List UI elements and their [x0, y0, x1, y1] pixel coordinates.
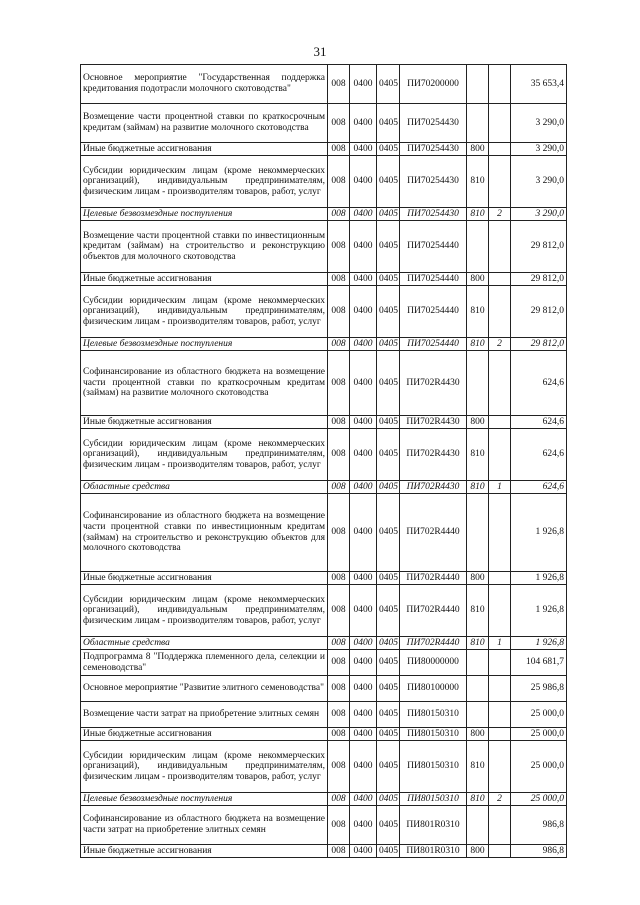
amount-cell: 986,8	[511, 806, 567, 845]
subsection-code-cell: 0405	[377, 481, 400, 494]
item-name-cell: Целевые безвозмездные поступления	[81, 793, 328, 806]
subsection-code-cell: 0405	[377, 637, 400, 650]
funding-source-code-cell: 1	[489, 481, 511, 494]
amount-cell: 624,6	[511, 351, 567, 416]
item-name-cell: Целевые безвозмездные поступления	[81, 208, 328, 221]
section-code-cell: 0400	[350, 702, 377, 728]
subsection-code-cell: 0405	[377, 338, 400, 351]
amount-cell: 1 926,8	[511, 494, 567, 572]
target-article-code-cell: ПИ702R4430	[400, 416, 467, 429]
funding-source-code-cell: 2	[489, 793, 511, 806]
subsection-code-cell: 0405	[377, 793, 400, 806]
department-code-cell: 008	[328, 65, 350, 104]
department-code-cell: 008	[328, 728, 350, 741]
target-article-code-cell: ПИ80150310	[400, 793, 467, 806]
section-code-cell: 0400	[350, 351, 377, 416]
funding-source-code-cell	[489, 741, 511, 793]
section-code-cell: 0400	[350, 65, 377, 104]
expense-type-code-cell	[467, 650, 489, 676]
section-code-cell: 0400	[350, 728, 377, 741]
amount-cell: 624,6	[511, 481, 567, 494]
expense-type-code-cell: 810	[467, 637, 489, 650]
funding-source-code-cell	[489, 728, 511, 741]
expense-type-code-cell: 810	[467, 793, 489, 806]
department-code-cell: 008	[328, 793, 350, 806]
item-name-cell: Иные бюджетные ассигнования	[81, 572, 328, 585]
item-name-cell: Софинансирование из областного бюджета на возмещение части процентной ставки по инвестиционным кредитам (займам) на строительство и реконструкцию объектов для молочного скотоводства	[81, 494, 328, 572]
table-row	[81, 650, 567, 676]
target-article-code-cell: ПИ702R4430	[400, 351, 467, 416]
section-code-cell: 0400	[350, 208, 377, 221]
subsection-code-cell: 0405	[377, 65, 400, 104]
subsection-code-cell: 0405	[377, 416, 400, 429]
item-name-cell: Софинансирование из областного бюджета на возмещение части затрат на приобретение элитных семян	[81, 806, 328, 845]
section-code-cell: 0400	[350, 806, 377, 845]
department-code-cell: 008	[328, 845, 350, 858]
subsection-code-cell: 0405	[377, 494, 400, 572]
amount-cell: 1 926,8	[511, 637, 567, 650]
expense-type-code-cell: 800	[467, 416, 489, 429]
funding-source-code-cell: 2	[489, 338, 511, 351]
expense-type-code-cell: 800	[467, 845, 489, 858]
subsection-code-cell: 0405	[377, 208, 400, 221]
funding-source-code-cell	[489, 702, 511, 728]
target-article-code-cell: ПИ70254440	[400, 273, 467, 286]
section-code-cell: 0400	[350, 143, 377, 156]
expense-type-code-cell: 810	[467, 156, 489, 208]
funding-source-code-cell: 2	[489, 208, 511, 221]
table-row	[81, 572, 567, 585]
subsection-code-cell: 0405	[377, 728, 400, 741]
department-code-cell: 008	[328, 338, 350, 351]
funding-source-code-cell	[489, 104, 511, 143]
amount-cell: 29 812,0	[511, 338, 567, 351]
subsection-code-cell: 0405	[377, 845, 400, 858]
department-code-cell: 008	[328, 676, 350, 702]
table-row	[81, 208, 567, 221]
department-code-cell: 008	[328, 429, 350, 481]
funding-source-code-cell	[489, 286, 511, 338]
section-code-cell: 0400	[350, 637, 377, 650]
target-article-code-cell: ПИ70254430	[400, 143, 467, 156]
item-name-cell: Софинансирование из областного бюджета на возмещение части процентной ставки по краткосрочным кредитам (займам) на развитие молочного скотоводства	[81, 351, 328, 416]
item-name-cell: Возмещение части процентной ставки по краткосрочным кредитам (займам) на развитие молочного скотоводства	[81, 104, 328, 143]
department-code-cell: 008	[328, 208, 350, 221]
subsection-code-cell: 0405	[377, 286, 400, 338]
expense-type-code-cell	[467, 65, 489, 104]
department-code-cell: 008	[328, 494, 350, 572]
item-name-cell: Возмещение части затрат на приобретение элитных семян	[81, 702, 328, 728]
expense-type-code-cell	[467, 806, 489, 845]
table-row	[81, 728, 567, 741]
table-row	[81, 143, 567, 156]
amount-cell: 3 290,0	[511, 104, 567, 143]
target-article-code-cell: ПИ702R4440	[400, 637, 467, 650]
table-row	[81, 156, 567, 208]
funding-source-code-cell	[489, 429, 511, 481]
target-article-code-cell: ПИ70254440	[400, 286, 467, 338]
expense-type-code-cell	[467, 702, 489, 728]
expense-type-code-cell: 800	[467, 273, 489, 286]
item-name-cell: Иные бюджетные ассигнования	[81, 273, 328, 286]
department-code-cell: 008	[328, 104, 350, 143]
funding-source-code-cell	[489, 650, 511, 676]
funding-source-code-cell	[489, 273, 511, 286]
expense-type-code-cell	[467, 104, 489, 143]
target-article-code-cell: ПИ702R4440	[400, 572, 467, 585]
department-code-cell: 008	[328, 650, 350, 676]
subsection-code-cell: 0405	[377, 702, 400, 728]
amount-cell: 624,6	[511, 429, 567, 481]
funding-source-code-cell	[489, 351, 511, 416]
funding-source-code-cell	[489, 494, 511, 572]
funding-source-code-cell	[489, 221, 511, 273]
table-row	[81, 793, 567, 806]
subsection-code-cell: 0405	[377, 650, 400, 676]
subsection-code-cell: 0405	[377, 221, 400, 273]
section-code-cell: 0400	[350, 676, 377, 702]
amount-cell: 3 290,0	[511, 156, 567, 208]
table-row	[81, 494, 567, 572]
expense-type-code-cell	[467, 494, 489, 572]
table-row	[81, 286, 567, 338]
section-code-cell: 0400	[350, 338, 377, 351]
target-article-code-cell: ПИ80150310	[400, 728, 467, 741]
amount-cell: 986,8	[511, 845, 567, 858]
expense-type-code-cell: 810	[467, 338, 489, 351]
expense-type-code-cell: 810	[467, 429, 489, 481]
item-name-cell: Иные бюджетные ассигнования	[81, 728, 328, 741]
section-code-cell: 0400	[350, 416, 377, 429]
funding-source-code-cell	[489, 143, 511, 156]
item-name-cell: Целевые безвозмездные поступления	[81, 338, 328, 351]
table-row	[81, 273, 567, 286]
table-row	[81, 351, 567, 416]
department-code-cell: 008	[328, 221, 350, 273]
department-code-cell: 008	[328, 585, 350, 637]
amount-cell: 25 000,0	[511, 728, 567, 741]
table-row	[81, 481, 567, 494]
expense-type-code-cell: 810	[467, 208, 489, 221]
expense-type-code-cell	[467, 351, 489, 416]
department-code-cell: 008	[328, 806, 350, 845]
subsection-code-cell: 0405	[377, 741, 400, 793]
item-name-cell: Областные средства	[81, 637, 328, 650]
subsection-code-cell: 0405	[377, 572, 400, 585]
funding-source-code-cell	[489, 676, 511, 702]
item-name-cell: Основное мероприятие "Государственная поддержка кредитования подотрасли молочного скотоводства"	[81, 65, 328, 104]
subsection-code-cell: 0405	[377, 429, 400, 481]
target-article-code-cell: ПИ70254440	[400, 221, 467, 273]
amount-cell: 35 653,4	[511, 65, 567, 104]
page-number: 31	[313, 44, 327, 59]
target-article-code-cell: ПИ702R4440	[400, 585, 467, 637]
funding-source-code-cell	[489, 585, 511, 637]
expense-type-code-cell: 800	[467, 143, 489, 156]
section-code-cell: 0400	[350, 845, 377, 858]
section-code-cell: 0400	[350, 104, 377, 143]
funding-source-code-cell	[489, 65, 511, 104]
target-article-code-cell: ПИ702R4440	[400, 494, 467, 572]
amount-cell: 25 000,0	[511, 741, 567, 793]
target-article-code-cell: ПИ702R4430	[400, 429, 467, 481]
target-article-code-cell: ПИ70200000	[400, 65, 467, 104]
department-code-cell: 008	[328, 572, 350, 585]
target-article-code-cell: ПИ70254430	[400, 104, 467, 143]
item-name-cell: Подпрограмма 8 "Поддержка племенного дела, селекции и семеноводства"	[81, 650, 328, 676]
expense-type-code-cell: 800	[467, 728, 489, 741]
table-row	[81, 338, 567, 351]
target-article-code-cell: ПИ702R4430	[400, 481, 467, 494]
target-article-code-cell: ПИ80000000	[400, 650, 467, 676]
section-code-cell: 0400	[350, 494, 377, 572]
target-article-code-cell: ПИ80150310	[400, 702, 467, 728]
item-name-cell: Субсидии юридическим лицам (кроме некоммерческих организаций), индивидуальным предпринимателям, физическим лицам - производителям товаров, работ, услуг	[81, 286, 328, 338]
department-code-cell: 008	[328, 143, 350, 156]
table-row	[81, 676, 567, 702]
table-row	[81, 65, 567, 104]
budget-table	[80, 64, 567, 858]
table-row	[81, 104, 567, 143]
funding-source-code-cell: 1	[489, 637, 511, 650]
table-row	[81, 845, 567, 858]
target-article-code-cell: ПИ80100000	[400, 676, 467, 702]
table-row	[81, 741, 567, 793]
amount-cell: 29 812,0	[511, 273, 567, 286]
department-code-cell: 008	[328, 273, 350, 286]
section-code-cell: 0400	[350, 221, 377, 273]
department-code-cell: 008	[328, 286, 350, 338]
subsection-code-cell: 0405	[377, 156, 400, 208]
table-row	[81, 637, 567, 650]
table-row	[81, 429, 567, 481]
item-name-cell: Иные бюджетные ассигнования	[81, 416, 328, 429]
department-code-cell: 008	[328, 702, 350, 728]
amount-cell: 25 986,8	[511, 676, 567, 702]
department-code-cell: 008	[328, 637, 350, 650]
amount-cell: 1 926,8	[511, 585, 567, 637]
department-code-cell: 008	[328, 416, 350, 429]
item-name-cell: Субсидии юридическим лицам (кроме некоммерческих организаций), индивидуальным предпринимателям, физическим лицам - производителям товаров, работ, услуг	[81, 156, 328, 208]
amount-cell: 104 681,7	[511, 650, 567, 676]
expense-type-code-cell	[467, 221, 489, 273]
subsection-code-cell: 0405	[377, 585, 400, 637]
subsection-code-cell: 0405	[377, 806, 400, 845]
amount-cell: 29 812,0	[511, 221, 567, 273]
expense-type-code-cell: 810	[467, 585, 489, 637]
table-row	[81, 221, 567, 273]
section-code-cell: 0400	[350, 650, 377, 676]
item-name-cell: Иные бюджетные ассигнования	[81, 845, 328, 858]
expense-type-code-cell: 810	[467, 481, 489, 494]
item-name-cell: Субсидии юридическим лицам (кроме некоммерческих организаций), индивидуальным предпринимателям, физическим лицам - производителям товаров, работ, услуг	[81, 741, 328, 793]
section-code-cell: 0400	[350, 273, 377, 286]
funding-source-code-cell	[489, 572, 511, 585]
funding-source-code-cell	[489, 806, 511, 845]
section-code-cell: 0400	[350, 585, 377, 637]
section-code-cell: 0400	[350, 156, 377, 208]
target-article-code-cell: ПИ801R0310	[400, 806, 467, 845]
funding-source-code-cell	[489, 845, 511, 858]
table-row	[81, 702, 567, 728]
amount-cell: 25 000,0	[511, 793, 567, 806]
section-code-cell: 0400	[350, 429, 377, 481]
item-name-cell: Возмещение части процентной ставки по инвестиционным кредитам (займам) на строительство и реконструкцию объектов для молочного скотоводства	[81, 221, 328, 273]
department-code-cell: 008	[328, 351, 350, 416]
subsection-code-cell: 0405	[377, 143, 400, 156]
target-article-code-cell: ПИ70254430	[400, 156, 467, 208]
amount-cell: 1 926,8	[511, 572, 567, 585]
section-code-cell: 0400	[350, 286, 377, 338]
expense-type-code-cell: 810	[467, 286, 489, 338]
department-code-cell: 008	[328, 156, 350, 208]
amount-cell: 25 000,0	[511, 702, 567, 728]
section-code-cell: 0400	[350, 572, 377, 585]
expense-type-code-cell	[467, 676, 489, 702]
department-code-cell: 008	[328, 741, 350, 793]
subsection-code-cell: 0405	[377, 676, 400, 702]
item-name-cell: Иные бюджетные ассигнования	[81, 143, 328, 156]
funding-source-code-cell	[489, 156, 511, 208]
target-article-code-cell: ПИ801R0310	[400, 845, 467, 858]
expense-type-code-cell: 800	[467, 572, 489, 585]
table-row	[81, 585, 567, 637]
amount-cell: 29 812,0	[511, 286, 567, 338]
item-name-cell: Областные средства	[81, 481, 328, 494]
item-name-cell: Основное мероприятие "Развитие элитного семеноводства"	[81, 676, 328, 702]
table-row	[81, 806, 567, 845]
target-article-code-cell: ПИ80150310	[400, 741, 467, 793]
section-code-cell: 0400	[350, 741, 377, 793]
amount-cell: 624,6	[511, 416, 567, 429]
target-article-code-cell: ПИ70254440	[400, 338, 467, 351]
target-article-code-cell: ПИ70254430	[400, 208, 467, 221]
amount-cell: 3 290,0	[511, 208, 567, 221]
funding-source-code-cell	[489, 416, 511, 429]
section-code-cell: 0400	[350, 481, 377, 494]
subsection-code-cell: 0405	[377, 273, 400, 286]
department-code-cell: 008	[328, 481, 350, 494]
item-name-cell: Субсидии юридическим лицам (кроме некоммерческих организаций), индивидуальным предпринимателям, физическим лицам - производителям товаров, работ, услуг	[81, 429, 328, 481]
section-code-cell: 0400	[350, 793, 377, 806]
subsection-code-cell: 0405	[377, 104, 400, 143]
item-name-cell: Субсидии юридическим лицам (кроме некоммерческих организаций), индивидуальным предпринимателям, физическим лицам - производителям товаров, работ, услуг	[81, 585, 328, 637]
expense-type-code-cell: 810	[467, 741, 489, 793]
table-row	[81, 416, 567, 429]
amount-cell: 3 290,0	[511, 143, 567, 156]
subsection-code-cell: 0405	[377, 351, 400, 416]
